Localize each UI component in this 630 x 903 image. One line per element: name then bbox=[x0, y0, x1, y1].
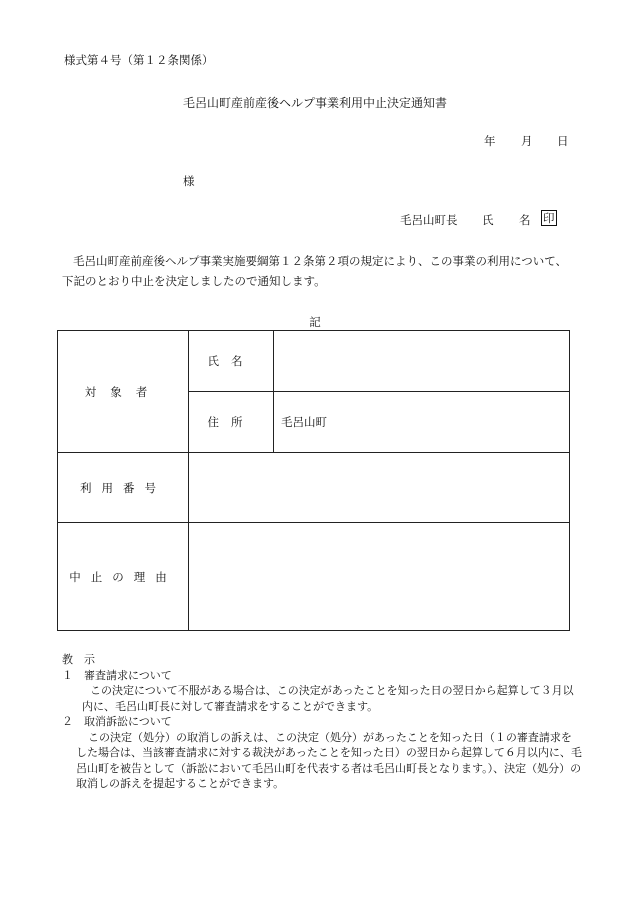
subject-label: 対象者 bbox=[84, 384, 162, 399]
item2-text: この決定（処分）の取消しの訴えは、この決定（処分）があったことを知った日（１の審査請求をした場合は、当該審査請求に対する裁決があったことを知った日）の翌日から起算して６月以内に、毛呂山町を被告として（訴訟において毛呂山町を代表する者は毛呂山町長となります。）、決定（処分）の取消しの訴えを提起することができます。 bbox=[76, 730, 582, 790]
address-value: 毛呂山町 bbox=[281, 415, 327, 429]
name-value-cell[interactable] bbox=[274, 331, 570, 392]
instructions-heading: 教 示 bbox=[62, 653, 95, 666]
addressee-suffix: 様 bbox=[183, 174, 195, 188]
issuer-name-label-2: 名 bbox=[519, 213, 531, 227]
address-value-cell[interactable] bbox=[274, 392, 570, 453]
seal-mark bbox=[541, 210, 557, 226]
details-table bbox=[57, 330, 570, 631]
date-month-label: 月 bbox=[521, 134, 533, 148]
usage-number-label: 利用番号 bbox=[80, 480, 166, 495]
instructions-section bbox=[62, 652, 582, 792]
issuer-title: 毛呂山町長 bbox=[400, 213, 458, 227]
document-title: 毛呂山町産前産後ヘルプ事業利用中止決定通知書 bbox=[182, 96, 447, 110]
item1-text: この決定について不服がある場合は、この決定があったことを知った日の翌日から起算して３月以内に、毛呂山町長に対して審査請求をすることができます。 bbox=[82, 684, 574, 713]
address-label-cell bbox=[189, 392, 274, 453]
seal-text: 印 bbox=[543, 211, 555, 225]
issuer-name-label-1: 氏 bbox=[482, 213, 494, 227]
date-year-label: 年 bbox=[484, 134, 496, 148]
reason-label: 中止の理由 bbox=[69, 569, 177, 584]
reason-value-cell[interactable] bbox=[189, 523, 570, 631]
usage-number-label-cell bbox=[58, 453, 189, 523]
reason-label-cell bbox=[58, 523, 189, 631]
name-label: 氏名 bbox=[207, 354, 255, 368]
ki-heading: 記 bbox=[309, 315, 321, 329]
date-day-label: 日 bbox=[557, 134, 569, 148]
notice-body: 毛呂山町産前産後ヘルプ事業実施要綱第１２条第２項の規定により、この事業の利用について、下記のとおり中止を決定しましたので通知します。 bbox=[62, 254, 568, 288]
form-number: 様式第４号（第１２条関係） bbox=[64, 53, 214, 67]
name-label-cell bbox=[189, 331, 274, 392]
item1-title: １ 審査請求について bbox=[62, 668, 172, 682]
usage-number-value-cell[interactable] bbox=[189, 453, 570, 523]
address-label: 住所 bbox=[207, 415, 255, 429]
item2-title: ２ 取消訴訟について bbox=[62, 715, 172, 728]
subject-label-cell bbox=[58, 331, 189, 453]
